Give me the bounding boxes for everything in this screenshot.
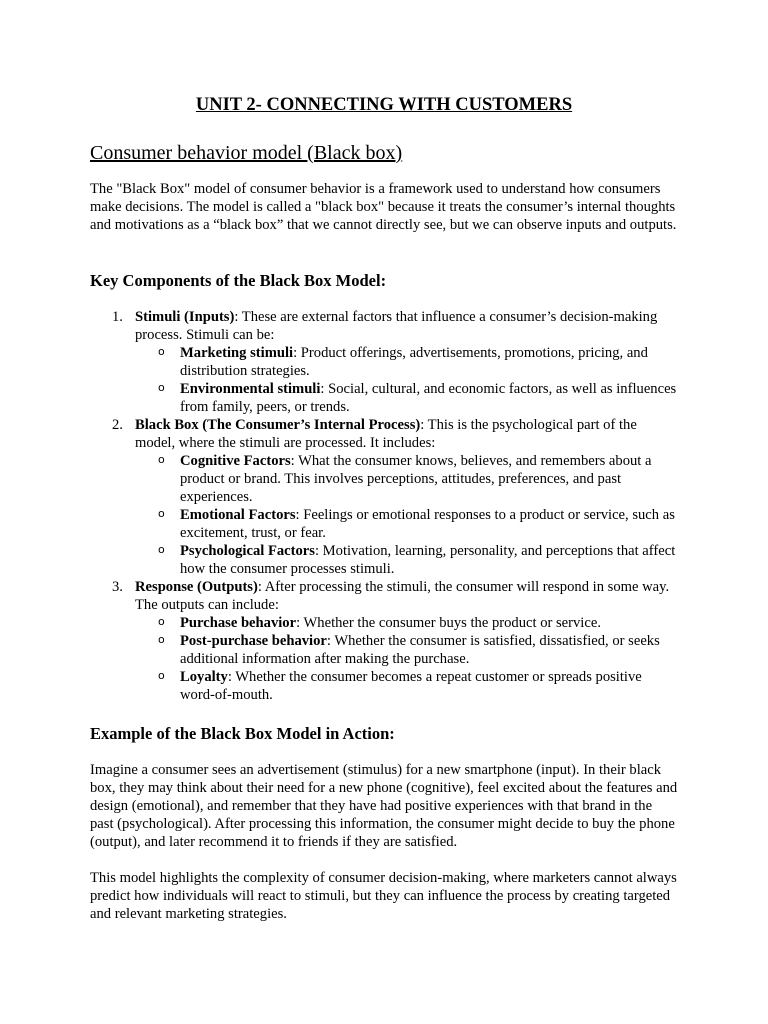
- list-item-text: : These are external factors that influence a consumer’s decision-making process. Stimuli can be:: [135, 309, 658, 343]
- sub-item-purchase-behavior: [90, 614, 680, 632]
- sub-item-label: Marketing stimuli: [180, 345, 294, 361]
- list-item-stimuli: [90, 308, 680, 344]
- sub-item-loyalty: [90, 668, 680, 704]
- sub-item-text: : What the consumer knows, believes, and remembers about a product or brand. This involves perceptions, attitudes, preferences, and past experiences.: [180, 453, 652, 505]
- list-item-label: Stimuli (Inputs): [135, 309, 235, 325]
- bullet-icon: o: [158, 381, 165, 394]
- sub-item-label: Environmental stimuli: [180, 381, 321, 397]
- list-item-text: : This is the psychological part of the model, where the stimuli are processed. It includes:: [135, 417, 637, 451]
- list-item-number: 3.: [112, 579, 123, 595]
- sub-item-text: : Motivation, learning, personality, and perceptions that affect how the consumer processes stimuli.: [180, 543, 676, 577]
- sub-item-environmental-stimuli: [90, 380, 680, 416]
- bullet-icon: o: [158, 453, 165, 466]
- components-list: [90, 308, 680, 704]
- example-heading: Example of the Black Box Model in Action:: [90, 724, 395, 743]
- sub-item-text: : Whether the consumer is satisfied, dissatisfied, or seeks additional information after making the purchase.: [180, 633, 660, 667]
- sub-item-marketing-stimuli: [90, 344, 680, 380]
- sub-item-text: : Product offerings, advertisements, promotions, pricing, and distribution strategies.: [180, 345, 648, 379]
- intro-paragraph: The "Black Box" model of consumer behavior is a framework used to understand how consumers make decisions. The model is called a "black box" because it treats the consumer’s internal thoughts and motivations as a “black box” that we cannot directly see, but we can observe inputs and outputs.: [90, 181, 677, 233]
- sub-item-cognitive-factors: [90, 452, 680, 506]
- list-item-number: 2.: [112, 417, 123, 433]
- components-heading: Key Components of the Black Box Model:: [90, 271, 387, 290]
- list-item-response: [90, 578, 680, 614]
- bullet-icon: o: [158, 669, 165, 682]
- sub-item-label: Psychological Factors: [180, 543, 315, 559]
- list-item-label: Black Box (The Consumer’s Internal Process): [135, 417, 421, 433]
- sub-item-emotional-factors: [90, 506, 680, 542]
- sub-item-label: Purchase behavior: [180, 615, 297, 631]
- sub-item-text: : Feelings or emotional responses to a product or service, such as excitement, trust, or fear.: [180, 507, 675, 541]
- sub-item-text: : Social, cultural, and economic factors, as well as influences from family, peers, or trends.: [180, 381, 677, 415]
- bullet-icon: o: [158, 633, 165, 646]
- bullet-icon: o: [158, 543, 165, 556]
- bullet-icon: o: [158, 507, 165, 520]
- document-title: UNIT 2- CONNECTING WITH CUSTOMERS: [195, 95, 573, 115]
- sub-item-label: Post-purchase behavior: [180, 633, 327, 649]
- list-item-label: Response (Outputs): [135, 579, 258, 595]
- example-paragraph: Imagine a consumer sees an advertisement (stimulus) for a new smartphone (input). In their black box, they may think about their need for a new phone (cognitive), feel excited about the features and design (emotional), and remember that they have had positive experiences with that brand in the past (psychological). After processing this information, the consumer might decide to buy the phone (output), and later recommend it to friends if they are satisfied.: [90, 762, 678, 850]
- sub-item-post-purchase-behavior: [90, 632, 680, 668]
- sub-item-text: : Whether the consumer buys the product or service.: [296, 615, 601, 631]
- sub-item-label: Cognitive Factors: [180, 453, 291, 469]
- list-item-black-box: [90, 416, 680, 452]
- bullet-icon: o: [158, 615, 165, 628]
- conclusion-paragraph: This model highlights the complexity of consumer decision-making, where marketers cannot always predict how individuals will react to stimuli, but they can influence the process by creating targeted and relevant marketing strategies.: [90, 870, 677, 922]
- sub-item-label: Emotional Factors: [180, 507, 296, 523]
- bullet-icon: o: [158, 345, 165, 358]
- sub-item-text: : Whether the consumer becomes a repeat customer or spreads positive word-of-mouth.: [180, 669, 642, 703]
- list-item-number: 1.: [112, 309, 123, 325]
- section-subtitle: Consumer behavior model (Black box): [90, 142, 403, 164]
- sub-item-psychological-factors: [90, 542, 680, 578]
- sub-item-label: Loyalty: [180, 669, 228, 685]
- list-item-text: : After processing the stimuli, the consumer will respond in some way. The outputs can include:: [135, 579, 670, 613]
